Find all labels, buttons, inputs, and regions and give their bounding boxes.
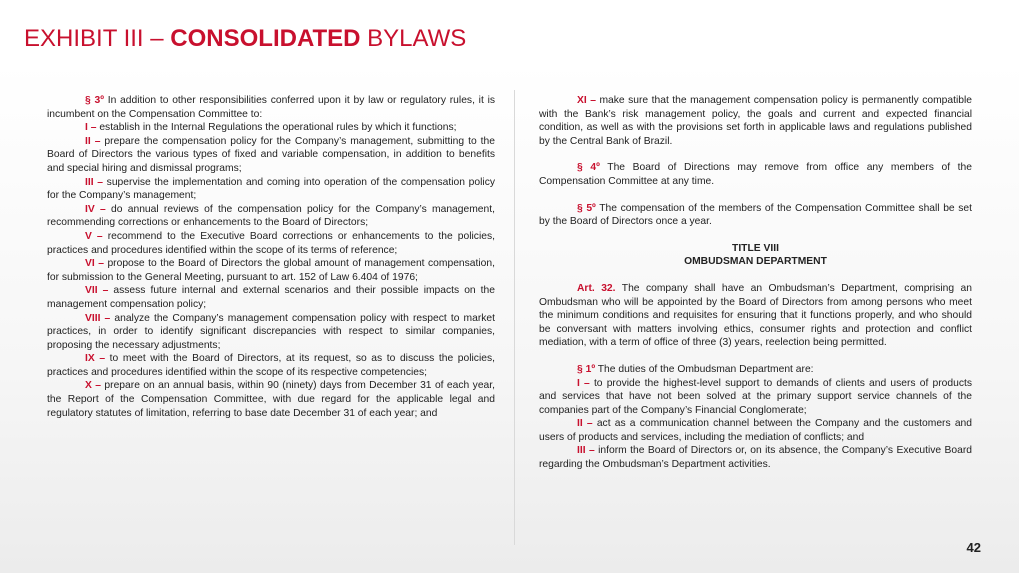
item-label: XI –: [577, 95, 596, 106]
item-text: establish in the Internal Regulations the operational rules by which it functions;: [96, 122, 457, 134]
paragraph-label: § 1º: [577, 363, 596, 375]
duty-i: [539, 377, 972, 418]
item-label: VIII –: [85, 312, 111, 324]
item-label: V –: [85, 230, 103, 242]
spacer: [539, 189, 972, 202]
paragraph-label: § 4º: [577, 162, 600, 174]
item-iii: [47, 176, 495, 203]
paragraph-1: [539, 363, 972, 377]
paragraph-text: The Board of Directions may remove from office any members of the Compensation Committee at any time.: [539, 162, 972, 187]
section-heading-title: TITLE VIII: [732, 242, 779, 254]
column-divider: [514, 90, 515, 545]
item-label: I –: [577, 377, 590, 389]
item-label: III –: [85, 176, 103, 188]
article-text: The company shall have an Ombudsman’s Department, comprising an Ombudsman who will be appointed by the Board of Directors from among persons who meet the minimum conditions and requisites for ensuring that it functions properly, and who should be conversant with matters involving ethics, consumer rights and protection and conflict mediation, with a term of office of three (3) years, reelection being permitted.: [539, 282, 972, 349]
title-suffix: BYLAWS: [360, 25, 467, 52]
item-text: inform the Board of Directors or, on its absence, the Company’s Executive Board regarding the Ombudsman’s Department activities.: [539, 445, 972, 471]
item-text: recommend to the Executive Board corrections or enhancements to the policies, practices and procedures identified within the scope of its terms of reference;: [47, 230, 495, 256]
paragraph-3: [47, 94, 495, 121]
item-label: I –: [85, 122, 97, 134]
item-i: [47, 121, 495, 135]
paragraph-label: § 3º: [85, 95, 104, 106]
item-label: IV –: [85, 203, 106, 215]
item-text: supervise the implementation and coming into operation of the compensation policy for the Company’s management;: [47, 176, 495, 202]
item-text: prepare on an annual basis, within 90 (ninety) days from December 31 of each year, the Report of the Compensation Committee, with due regard for the applicable legal and regulatory statutes of limitation, referring to base date December 31 of each year; and: [47, 380, 495, 419]
duty-iii: [539, 444, 972, 471]
item-label: III –: [577, 445, 595, 457]
item-text: do annual reviews of the compensation policy for the Company’s management, recommending corrections or enhancements to the Board of Directors;: [47, 203, 495, 229]
paragraph-text: The compensation of the members of the Compensation Committee shall be set by the Board of Directors once a year.: [539, 202, 972, 228]
item-viii: [47, 312, 495, 353]
spacer: [539, 350, 972, 363]
item-vii: [47, 284, 495, 311]
item-vi: [47, 257, 495, 284]
item-text: make sure that the management compensation policy is permanently compatible with the Bank’s risk management policy, the goals and current and expected financial condition, as well as with the provisions set forth in applicable laws and regulations published by the Central Bank of Brazil.: [539, 95, 972, 147]
item-text: to provide the highest-level support to demands of clients and users of products and services that have not been solved at the primary support service channels of the companies part of the Company’s Financial Conglomerate;: [539, 377, 972, 416]
item-text: analyze the Company’s management compensation policy with respect to market practices, in order to identify significant discrepancies with respect to similar companies, proposing the necessary adjustments;: [47, 312, 495, 351]
item-text: to meet with the Board of Directors, at its request, so as to discuss the policies, practices and procedures identified within the scope of its respective competencies;: [47, 353, 495, 378]
paragraph-label: § 5º: [577, 202, 596, 214]
section-heading-name: OMBUDSMAN DEPARTMENT: [684, 256, 827, 268]
item-label: X –: [85, 380, 102, 392]
right-column: [539, 94, 972, 472]
item-iv: [47, 203, 495, 230]
item-ix: [47, 352, 495, 379]
paragraph-text: In addition to other responsibilities conferred upon it by law or regulatory rules, it is incumbent on the Compensation Committee to:: [47, 95, 496, 120]
item-text: act as a communication channel between the Company and the customers and users of products and services, including the mediation of conflicts; and: [539, 418, 972, 443]
item-ii: [47, 135, 495, 176]
title-bold: CONSOLIDATED: [170, 25, 361, 52]
spacer: [539, 269, 972, 282]
paragraph-4: [539, 161, 972, 188]
item-text: prepare the compensation policy for the Company’s management, submitting to the Board of Directors the various types of fixed and variable compensation, in addition to benefits and special hiring and dismissal programs;: [47, 135, 495, 174]
item-label: VII –: [85, 285, 109, 297]
spacer: [539, 148, 972, 161]
item-label: II –: [85, 135, 101, 147]
title-prefix: EXHIBIT III –: [24, 25, 171, 52]
left-column: [47, 94, 495, 420]
item-text: propose to the Board of Directors the global amount of management compensation, for submission to the General Meeting, pursuant to art. 152 of Law 6.404 of 1976;: [47, 258, 495, 283]
paragraph-5: [539, 202, 972, 229]
spacer: [539, 229, 972, 242]
page-title: [24, 24, 466, 54]
item-label: VI –: [85, 258, 104, 270]
paragraph-text: The duties of the Ombudsman Department are:: [595, 363, 814, 375]
page-number: 42: [966, 540, 981, 555]
article-label: Art. 32.: [577, 282, 616, 294]
item-xi: [539, 94, 972, 148]
item-text: assess future internal and external scenarios and their possible impacts on the management compensation policy;: [47, 285, 495, 310]
item-v: [47, 230, 495, 257]
item-x: [47, 379, 495, 420]
article-32: [539, 282, 972, 350]
item-label: IX –: [85, 353, 106, 365]
duty-ii: [539, 417, 972, 444]
item-label: II –: [577, 418, 593, 430]
